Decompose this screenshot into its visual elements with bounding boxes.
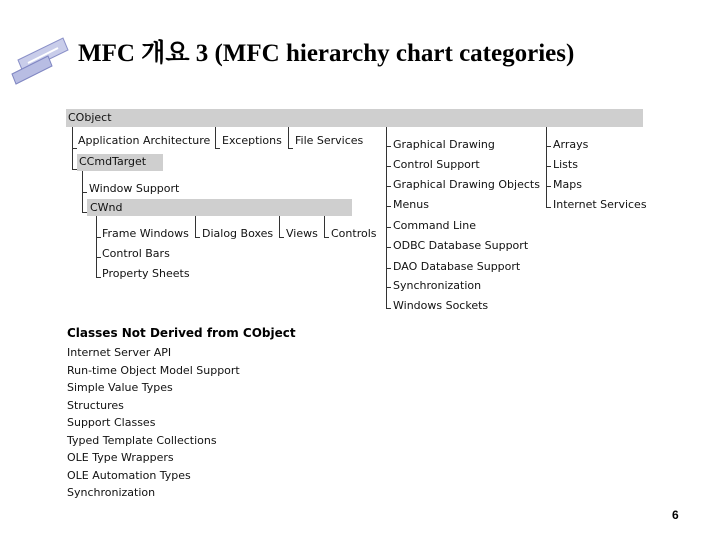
slide-title: MFC 개요 3 (MFC hierarchy chart categories) <box>78 40 575 67</box>
list-item: Simple Value Types <box>67 381 173 394</box>
views-label: Views <box>286 227 318 240</box>
connector <box>82 192 87 193</box>
graphical-drawing-objects-label: Graphical Drawing Objects <box>393 178 540 191</box>
connector <box>386 127 387 309</box>
menus-label: Menus <box>393 198 429 211</box>
exceptions-label: Exceptions <box>222 134 282 147</box>
lists-label: Lists <box>553 158 578 171</box>
window-support-label: Window Support <box>89 182 180 195</box>
connector <box>96 277 101 278</box>
connector <box>386 268 391 269</box>
list-item: Support Classes <box>67 416 156 429</box>
synchronization-label: Synchronization <box>393 279 482 292</box>
connector <box>546 146 551 147</box>
windows-sockets-label: Windows Sockets <box>393 299 489 312</box>
connector <box>324 216 325 238</box>
internet-services-label: Internet Services <box>553 198 647 211</box>
cobject-label: CObject <box>68 111 112 124</box>
connector <box>386 287 391 288</box>
connector <box>96 237 101 238</box>
cobject-bar <box>66 109 643 127</box>
list-item: Internet Server API <box>67 346 172 359</box>
connector <box>546 127 547 208</box>
arrays-label: Arrays <box>553 138 589 151</box>
connector <box>386 166 391 167</box>
connector <box>215 148 220 149</box>
connector <box>96 216 97 277</box>
list-item: Structures <box>67 398 124 412</box>
connector <box>546 207 551 208</box>
connector <box>386 308 391 309</box>
command-line-label: Command Line <box>393 219 476 232</box>
control-bars-label: Control Bars <box>102 247 170 260</box>
cwnd-label: CWnd <box>90 201 123 214</box>
connector <box>279 216 280 238</box>
application-architecture-label: Application Architecture <box>78 134 211 147</box>
connector <box>386 206 391 207</box>
property-sheets-label: Property Sheets <box>102 267 190 280</box>
graphical-drawing-label: Graphical Drawing <box>393 138 495 151</box>
page-number: 6 <box>672 508 679 522</box>
connector <box>386 186 391 187</box>
connector <box>195 216 196 238</box>
connector <box>386 247 391 248</box>
connector <box>195 237 200 238</box>
non-derived-list <box>67 344 240 502</box>
connector <box>279 237 284 238</box>
maps-label: Maps <box>553 178 582 191</box>
dialog-boxes-label: Dialog Boxes <box>202 227 274 240</box>
connector <box>72 149 73 170</box>
connector <box>288 127 289 149</box>
control-support-label: Control Support <box>393 158 480 171</box>
dao-database-support-label: DAO Database Support <box>393 260 521 273</box>
list-item: Run-time Object Model Support <box>67 363 240 377</box>
list-item: Typed Template Collections <box>67 433 217 447</box>
connector <box>546 166 551 167</box>
cwnd-bar <box>87 199 352 216</box>
ccmdtarget-label: CCmdTarget <box>79 155 147 168</box>
connector <box>215 127 216 149</box>
connector <box>386 146 391 147</box>
connector <box>324 237 329 238</box>
odbc-database-support-label: ODBC Database Support <box>393 239 529 252</box>
list-item: OLE Automation Types <box>67 468 191 482</box>
list-item: Synchronization <box>67 486 156 499</box>
connector <box>386 227 391 228</box>
frame-windows-label: Frame Windows <box>102 227 189 240</box>
controls-label: Controls <box>331 227 377 240</box>
list-item: OLE Type Wrappers <box>67 451 174 464</box>
connector <box>96 257 101 258</box>
connector <box>72 127 73 149</box>
connector <box>288 148 293 149</box>
connector <box>546 186 551 187</box>
non-derived-heading: Classes Not Derived from CObject <box>67 326 296 340</box>
file-services-label: File Services <box>295 134 364 147</box>
